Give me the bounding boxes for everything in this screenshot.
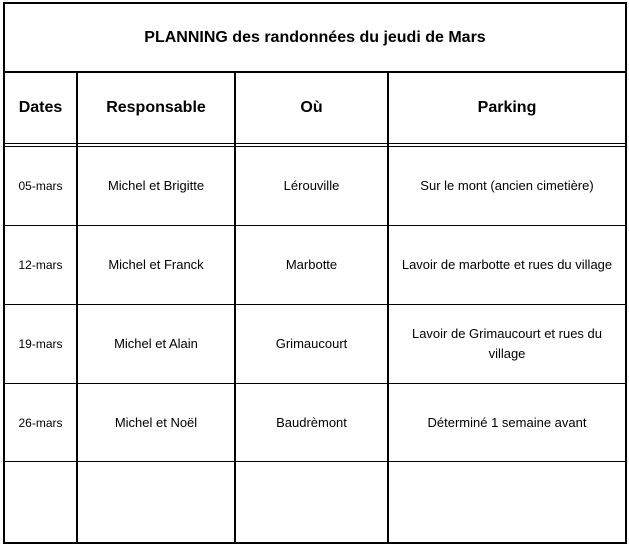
row-1-parking: Sur le mont (ancien cimetière)	[420, 178, 594, 193]
row-2-parking: Lavoir de marbotte et rues du village	[401, 257, 613, 272]
row-3-responsable: Michel et Alain	[114, 336, 198, 351]
row-4-parking: Déterminé 1 semaine avant	[427, 414, 587, 430]
border-header-bottom-1	[3, 143, 627, 144]
row-5-parking	[389, 462, 625, 542]
row-3-ou: Grimaucourt	[275, 336, 348, 351]
row-5-date	[5, 462, 76, 542]
border-right	[625, 2, 627, 544]
row-3-date: 19-mars	[18, 337, 63, 351]
row-1-responsable: Michel et Brigitte	[107, 178, 205, 193]
page-title: PLANNING des randonnées du jeudi de Mars	[144, 28, 486, 46]
row-2-date: 12-mars	[18, 258, 63, 272]
row-4-responsable: Michel et Noël	[114, 414, 198, 430]
row-5-responsable	[78, 462, 234, 542]
row-1-ou: Lérouville	[283, 178, 340, 193]
planning-sheet	[3, 2, 627, 544]
row-3-parking: Lavoir de Grimaucourt et rues du village	[411, 326, 603, 361]
row-2-responsable: Michel et Franck	[108, 257, 204, 272]
row-1-date: 05-mars	[18, 179, 63, 193]
header-ou: Où	[300, 99, 323, 116]
row-5-ou	[236, 462, 387, 542]
row-4-ou: Baudrèmont	[276, 414, 347, 430]
row-4-date: 26-mars	[18, 415, 63, 430]
row-2-ou: Marbotte	[285, 257, 338, 272]
header-parking: Parking	[477, 99, 537, 116]
header-responsable: Responsable	[106, 99, 206, 116]
border-bottom	[3, 542, 627, 544]
header-dates: Dates	[18, 99, 63, 116]
